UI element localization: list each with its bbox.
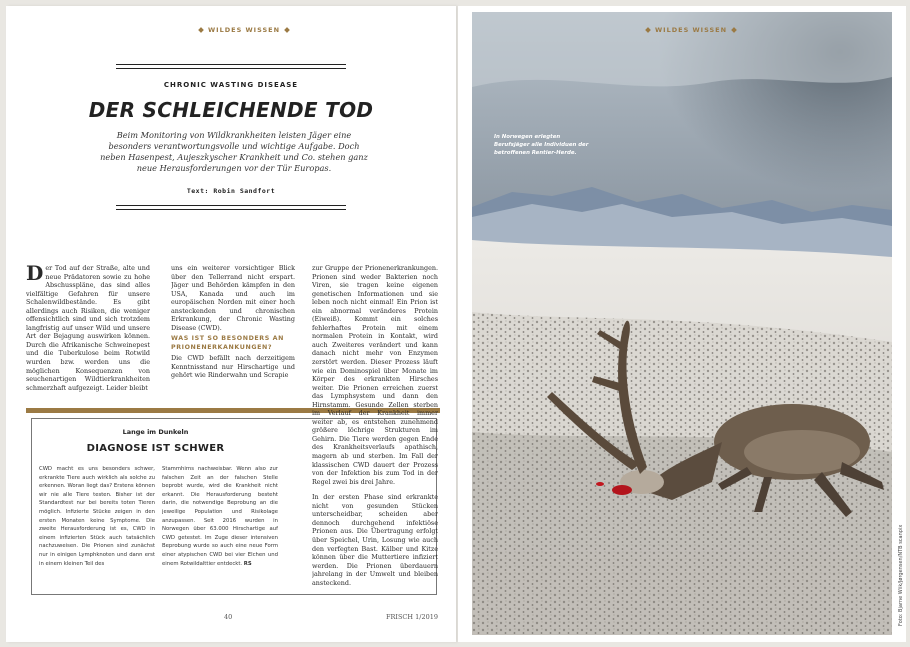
infobox-column-1 bbox=[39, 465, 155, 590]
diamond-icon bbox=[198, 27, 204, 33]
photo-credit bbox=[891, 524, 904, 628]
infobox-column-2 bbox=[162, 465, 278, 590]
page-number-left: 40 bbox=[224, 613, 233, 621]
rule-bottom-2 bbox=[116, 209, 346, 210]
rule-top bbox=[116, 64, 346, 65]
body-column-3 bbox=[312, 264, 438, 600]
paragraph-gap bbox=[312, 486, 438, 493]
body-text-3b: In der ersten Phase sind erkrankte nicht von gesunden Stücken unterscheidbar, scheiden aber dennoch durchgehend infektiöse Prionen aus. Die Übertragung erfolgt über Speichel, Urin, Losung wie auch den verfegten Bast. Kälber und Kitze können über die Muttertiere infiziert werden. Die Prionen überdauern jahrelang in der Umwelt und bleiben ansteckend. bbox=[312, 493, 438, 587]
body-text-2a: uns ein weiterer vorsichtiger Blick über den Tellerrand nicht erspart. Jäger und Behörden kämpfen in den USA, Kanada und auch im europäischen Norden mit einer hoch ansteckenden und chronischen Erkrankung, der Chronic Wasting Disease (CWD). bbox=[171, 264, 295, 332]
subheading: WAS IST SO BESONDERS AN PRIONENERKANKUNGEN? bbox=[171, 335, 285, 351]
diamond-icon bbox=[284, 27, 290, 33]
photo-caption: In Norwegen erlegten Berufsjäger alle Individuen der betroffenen Rentier-Herde. bbox=[494, 134, 589, 156]
section-rubric bbox=[194, 26, 294, 34]
diamond-icon bbox=[645, 27, 651, 33]
body-text-2b: Die CWD befällt nach derzeitigem Kenntnisstand nur Hirschartige und gehört wie Rinderwahn und Scrapie bbox=[171, 354, 295, 380]
infobox-text-2: Stammhirns nachweisbar. Wenn also zur falschen Zeit an der falschen Stelle beprobt wurde, wird die Krankheit nicht erkannt. Die Herausforderung besteht darin, die notwendige Beprobung an die jeweilige Population und Risikolage anzupassen. Seit 2016 wurden in Norwegen über 63.000 Hirschartige auf CWD getestet. Im Zuge dieser intensiven Beprobung wurde so auch eine neue Form einer atypischen CWD bei vier Elchen und einem Rotwildalttier entdeckt. bbox=[162, 466, 278, 567]
article-byline: Text: Robin Sandfort bbox=[186, 187, 276, 195]
section-rubric-label-right: WILDES WISSEN bbox=[655, 26, 728, 34]
end-mark: RS bbox=[243, 560, 252, 567]
left-page bbox=[6, 6, 456, 642]
body-text-3a: zur Gruppe der Prionenerkrankungen. Prionen sind weder Bakterien noch Viren, sie tragen keine eigenen genetischen Informationen und sie leben noch nicht einmal! Ein Prion ist ein abnormal veränderes Protein (Eiweiß). Kommt ein solches fehlerhaftes Protein mit einem normalen Protein in Kontakt, wird auch Zweiteres verändert und kann danach nicht mehr von Enzymen zerstört werden. Dieser Prozess läuft wie ein Dominospiel über Monate im Körper des erkrankten Hirsches weiter. Die Prionen erreichen zuerst das Lymphsystem und dann den Hirnstamm. Gesunde Zellen sterben im Verlauf der Krankheit immer weiter ab, es entstehen zunehmend größere löchrige Strukturen im Gehirn. Die Tiere werden gegen Ende des Krankheitsverlaufs apathisch, magern ab und sterben. Im Fall der klassischen CWD dauert der Prozess von der Infektion bis zum Tod in der Regel zwei bis drei Jahre. bbox=[312, 264, 438, 486]
body-column-2 bbox=[171, 264, 295, 404]
rule-bottom bbox=[116, 205, 346, 206]
rule-top-2 bbox=[116, 68, 346, 69]
body-text-1: er Tod auf der Straße, alte und neue Prädatoren sowie zu hohe Abschusspläne, das sind alles vielfältige Gefahren für unsere Schalenwildbestände. Es gibt allerdings auch Risiken, die weniger offensichtlich sind und sich trotzdem langfristig auf unser Wild und unsere Art der Bejagung auswirken können. Durch die Afrikanische Schweinepest und die Tuberkulose beim Rotwild wurden bzw. werden uns die möglichen Konsequenzen von seuchenartigen Wildtierkrankheiten schmerzhaft aufgezeigt. Leider bleibt bbox=[26, 264, 150, 392]
section-rubric-right bbox=[641, 26, 741, 34]
article-kicker: CHRONIC WASTING DISEASE bbox=[163, 81, 299, 89]
infobox-kicker: Lange im Dunkeln bbox=[122, 428, 189, 436]
article-headline: DER SCHLEICHENDE TOD bbox=[88, 98, 374, 122]
drop-cap: D bbox=[26, 264, 44, 285]
body-column-1 bbox=[26, 264, 150, 404]
section-rubric-label: WILDES WISSEN bbox=[208, 26, 281, 34]
right-page bbox=[458, 6, 906, 642]
diamond-icon bbox=[731, 27, 737, 33]
photo-credit-text: Foto: Bjarne Wiik/Jørgensen/NTB scanpix bbox=[898, 524, 904, 626]
reindeer-carcass-photo bbox=[472, 12, 892, 635]
article-teaser: Beim Monitoring von Wildkrankheiten leisten Jäger eine besonders verantwortungsvolle und wichtige Aufgabe. Doch neben Hasenpest, Aujeszkyscher Krankheit und Co. stehen ganz neue Herausforderungen vor der Tür Europas. bbox=[100, 130, 368, 173]
infobox-title: DIAGNOSE IST SCHWER bbox=[86, 443, 225, 454]
infobox-text-1: CWD macht es uns besonders schwer, erkrankte Tiere auch wirklich als solche zu erkennen. Woran liegt das? Erstens können wir nie alle Tiere testen. Bisher ist der Standardtest nur bei bereits toten Tieren möglich. Infizierte Stücke zeigen in den ersten Monaten keine Symptome. Die zweite Herausforderung ist es, CWD in einem infizierten Stück auch tatsächlich nachzuweisen. Die Prionen sind zunächst nur in einigen Lymphknoten und dann erst in einem kleinen Teil des bbox=[39, 466, 155, 567]
magazine-issue: FRISCH 1/2019 bbox=[386, 613, 438, 621]
